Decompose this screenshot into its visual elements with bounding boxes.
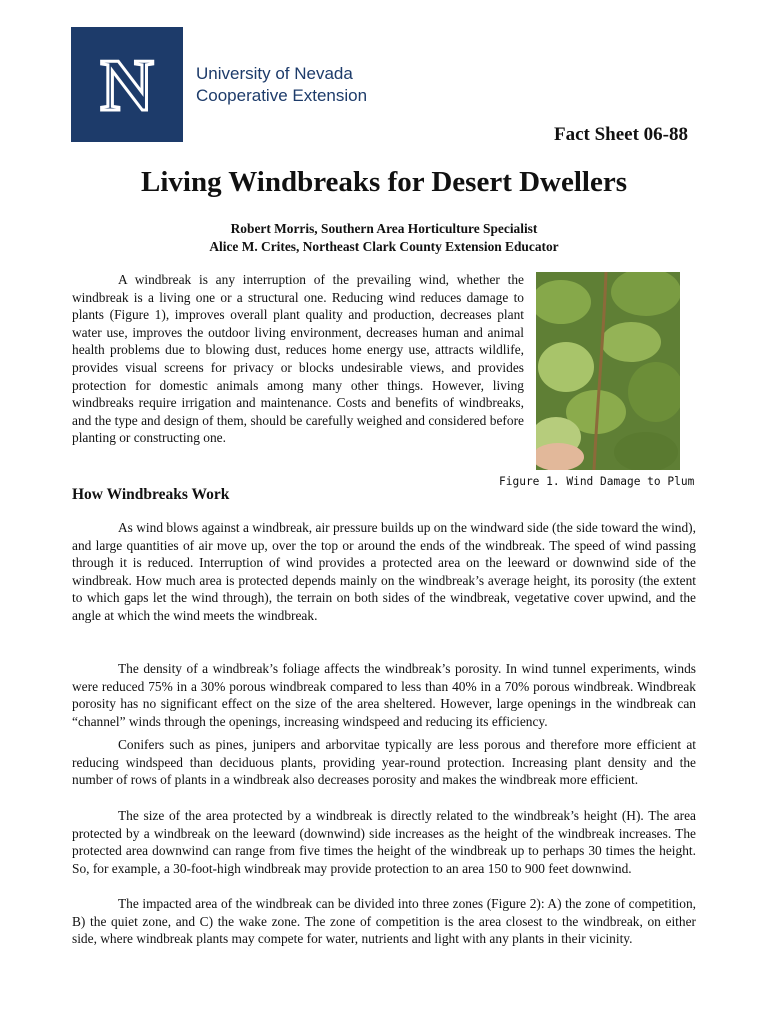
body-paragraph-3: Conifers such as pines, junipers and arborvitae typically are less porous and therefore more efficient at reducing windspeed than deciduous plants, providing year-round protection. Increasing plant density and the number of rows of plants in a windbreak also decreases porosity and makes the windbreak more efficient. xyxy=(72,737,696,788)
section-heading: How Windbreaks Work xyxy=(72,486,230,503)
author-1: Robert Morris, Southern Area Horticulture Specialist xyxy=(230,221,538,236)
figure-1-caption: Figure 1. Wind Damage to Plum xyxy=(499,475,695,488)
fact-sheet-number: Fact Sheet 06-88 xyxy=(553,124,688,145)
page-title: Living Windbreaks for Desert Dwellers xyxy=(140,166,628,198)
plum-leaf-photo-icon xyxy=(536,272,680,470)
block-n-logo-icon xyxy=(71,27,183,142)
body-paragraph-5: The impacted area of the windbreak can be divided into three zones (Figure 2): A) the zone of competition, B) the quiet zone, and C) the wake zone. The zone of competition is the area closest to the windbreak, on either side, where windbreak plants may compete for water, nutrients and light with any plants in their vicinity. xyxy=(72,896,696,947)
author-2: Alice M. Crites, Northeast Clark County Extension Educator xyxy=(209,239,559,254)
intro-paragraph: A windbreak is any interruption of the prevailing wind, whether the windbreak is a living one or a structural one. Reducing wind reduces damage to plants (Figure 1), improves overall plant quality and production, decreases plant water use, improves the outdoor living environment, decreases human and animal health problems due to blowing dust, reduces home energy use, attracts wildlife, provides visual screens for privacy or blocks undesirable views, and provides protection for domestic animals among many other things. However, living windbreaks require irrigation and maintenance. Costs and benefits of windbreaks, and the type and design of them, should be carefully weighed and considered before planting or constructing one. xyxy=(72,272,524,446)
organization-name xyxy=(196,63,367,107)
body-paragraph-2: The density of a windbreak’s foliage affects the windbreak’s porosity. In wind tunnel experiments, winds were reduced 75% in a 30% porous windbreak compared to less than 40% in a 70% porous windbreak. Windbreak porosity has no significant effect on the size of the area sheltered. However, large openings in the windbreak can “channel” winds through the openings, increasing windspeed and reducing its efficiency. xyxy=(72,661,696,729)
svg-text:N: N xyxy=(100,45,154,127)
author-list xyxy=(0,220,768,256)
body-paragraph-4: The size of the area protected by a windbreak is directly related to the windbreak’s height (H). The area protected by a windbreak on the leeward (downwind) side increases as the height of the windbreak increases. The protected area downwind can range from five times the height of the windbreak up to perhaps 30 times the height. So, for example, a 30-foot-high windbreak may provide protection to an area 150 to 900 feet downwind. xyxy=(72,808,696,876)
body-paragraph-1: As wind blows against a windbreak, air pressure builds up on the windward side (the side toward the wind), and large quantities of air move up, over the top or around the ends of the windbreak. The speed of wind passing through it is reduced. Interruption of wind provides a protected area on the leeward or downwind side of the windbreak. How much area is protected depends mainly on the windbreak’s average height, its porosity (the extent to which gaps let the wind through), the terrain on both sides of the windbreak, vegetative cover upwind, and the angle at which the wind meets the windbreak. xyxy=(72,520,696,623)
figure-1-photo xyxy=(536,272,680,470)
org-line-1: University of Nevada xyxy=(196,64,353,83)
org-line-2: Cooperative Extension xyxy=(196,86,368,105)
university-logo xyxy=(71,27,183,142)
